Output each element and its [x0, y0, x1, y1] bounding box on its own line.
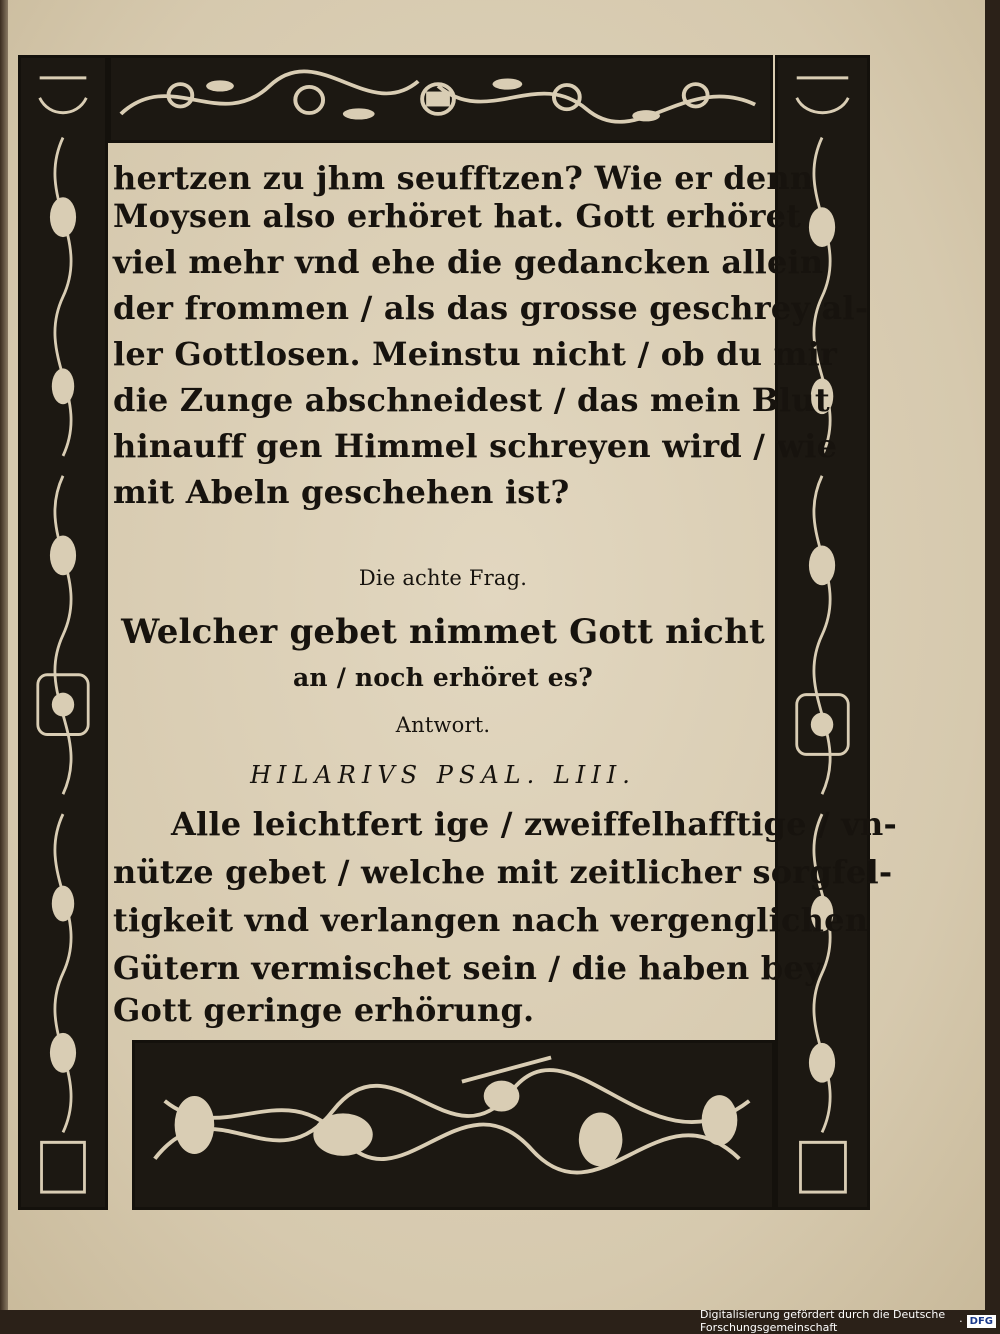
text-line: die Zunge abschneidest / das mein Blut [113, 381, 830, 419]
question-heading-continued: an / noch erhöret es? [293, 663, 593, 692]
ornament-border-top [108, 55, 773, 143]
answer-line: Gütern vermischet sein / die haben bey [113, 949, 823, 987]
footer-text: Digitalisierung gefördert durch die Deutsche Forschungsgemeinschaft [700, 1308, 946, 1334]
answer-label: Antwort. [395, 713, 491, 737]
dfg-logo: DFG [967, 1315, 996, 1328]
binding-edge [0, 0, 8, 1310]
ornament-border-left [18, 55, 108, 1210]
text-line: viel mehr vnd ehe die gedancken allein [113, 243, 824, 281]
text-line: hertzen zu jhm seufftzen? Wie er denn [113, 159, 814, 197]
text-line: ler Gottlosen. Meinstu nicht / ob du mir [113, 335, 838, 373]
answer-line: Alle leichtfert ige / zweiffelhafftige / vn- [171, 805, 898, 843]
section-label: Die achte Frag. [358, 566, 528, 590]
text-line: mit Abeln geschehen ist? [113, 473, 570, 511]
answer-line: nütze gebet / welche mit zeitlicher sorgfel- [113, 853, 893, 891]
text-line: hinauff gen Himmel schreyen wird / wie [113, 427, 838, 465]
answer-line: Gott geringe erhörung. [113, 991, 535, 1029]
citation: HILARIVS PSAL. LIII. [250, 761, 636, 789]
ornament-border-bottom [132, 1040, 775, 1210]
text-line: Moysen also erhöret hat. Gott erhöret [113, 197, 802, 235]
digitization-footer: Digitalisierung gefördert durch die Deutsche Forschungsgemeinschaft · DFG [700, 1312, 1000, 1330]
question-heading: Welcher gebet nimmet Gott nicht [121, 612, 765, 652]
page-text [113, 150, 898, 1030]
text-line: der frommen / als das grosse geschrey al- [113, 289, 869, 327]
answer-line: tigkeit vnd verlangen nach vergenglichen [113, 901, 869, 939]
